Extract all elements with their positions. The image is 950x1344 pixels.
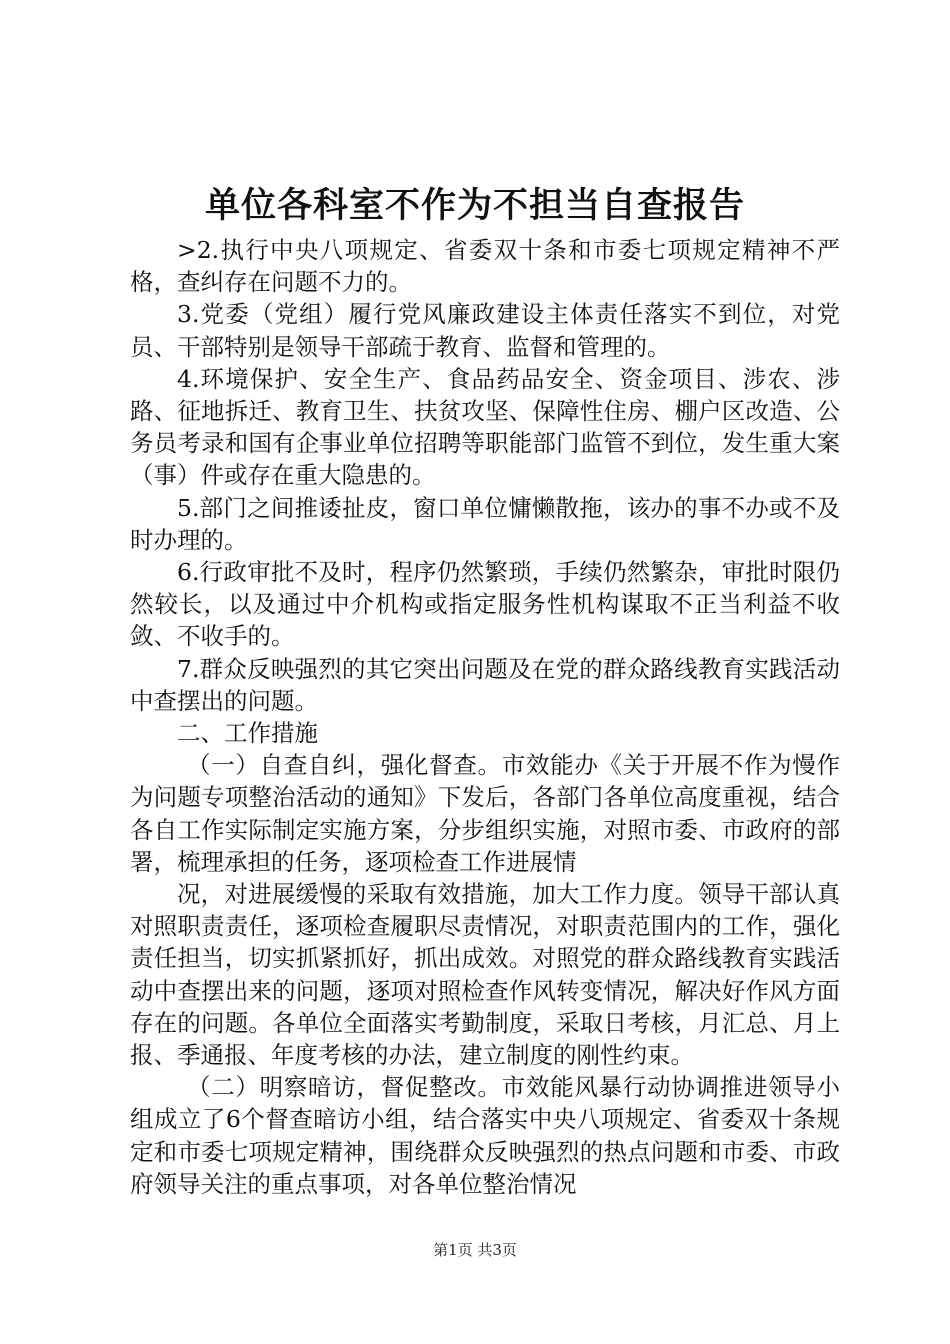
section-heading-work-measures: 二、工作措施 xyxy=(177,719,318,748)
document-title: 单位各科室不作为不担当自查报告 xyxy=(204,186,745,226)
paragraph-item-4: 4.环境保护、安全生产、食品药品安全、资金项目、涉农、涉路、征地拆迁、教育卫生、扶贫攻坚、保障性住房、棚户区改造、公务员考录和国有企事业单位招聘等职能部门监管不到位，发生重大案（事）件或存在重大隐患的。 xyxy=(130,364,840,490)
paragraph-self-inspection-continued: 况，对进展缓慢的采取有效措施，加大工作力度。领导干部认真对照职责责任，逐项检查履职尽责情况，对职责范围内的工作，强化责任担当，切实抓紧抓好，抓出成效。对照党的群众路线教育实践活动中查摆出来的问题，逐项对照检查作风转变情况，解决好作风方面存在的问题。各单位全面落实考勤制度，采取日考核，月汇总、月上报、季通报、年度考核的办法，建立制度的刚性约束。 xyxy=(130,880,840,1070)
paragraph-item-3: 3.党委（党组）履行党风廉政建设主体责任落实不到位，对党员、干部特别是领导干部疏于教育、监督和管理的。 xyxy=(130,300,840,361)
paragraph-open-secret-inspection: （二）明察暗访，督促整改。市效能风暴行动协调推进领导小组成立了6个督查暗访小组，结合落实中央八项规定、省委双十条规定和市委七项规定精神，围绕群众反映强烈的热点问题和市委、市政府领导关注的重点事项，对各单位整治情况 xyxy=(130,1073,840,1198)
paragraph-item-6: 6.行政审批不及时，程序仍然繁琐，手续仍然繁杂，审批时限仍然较长，以及通过中介机构或指定服务性机构谋取不正当利益不收敛、不收手的。 xyxy=(130,558,840,651)
paragraph-self-inspection: （一）自查自纠，强化督查。市效能办《关于开展不作为慢作为问题专项整治活动的通知》下发后，各部门各单位高度重视，结合各自工作实际制定实施方案，分步组织实施，对照市委、市政府的部署，梳理承担的任务，逐项检查工作进展情 xyxy=(130,751,840,876)
document-body xyxy=(130,234,840,1200)
page-footer: 第1页 共3页 xyxy=(433,1241,517,1259)
paragraph-item-7: 7.群众反映强烈的其它突出问题及在党的群众路线教育实践活动中查摆出的问题。 xyxy=(130,654,840,715)
paragraph-item-2: >2.执行中央八项规定、省委双十条和市委七项规定精神不严格，查纠存在问题不力的。 xyxy=(130,236,840,297)
paragraph-item-5: 5.部门之间推诿扯皮，窗口单位慵懒散拖，该办的事不办或不及时办理的。 xyxy=(130,493,840,554)
